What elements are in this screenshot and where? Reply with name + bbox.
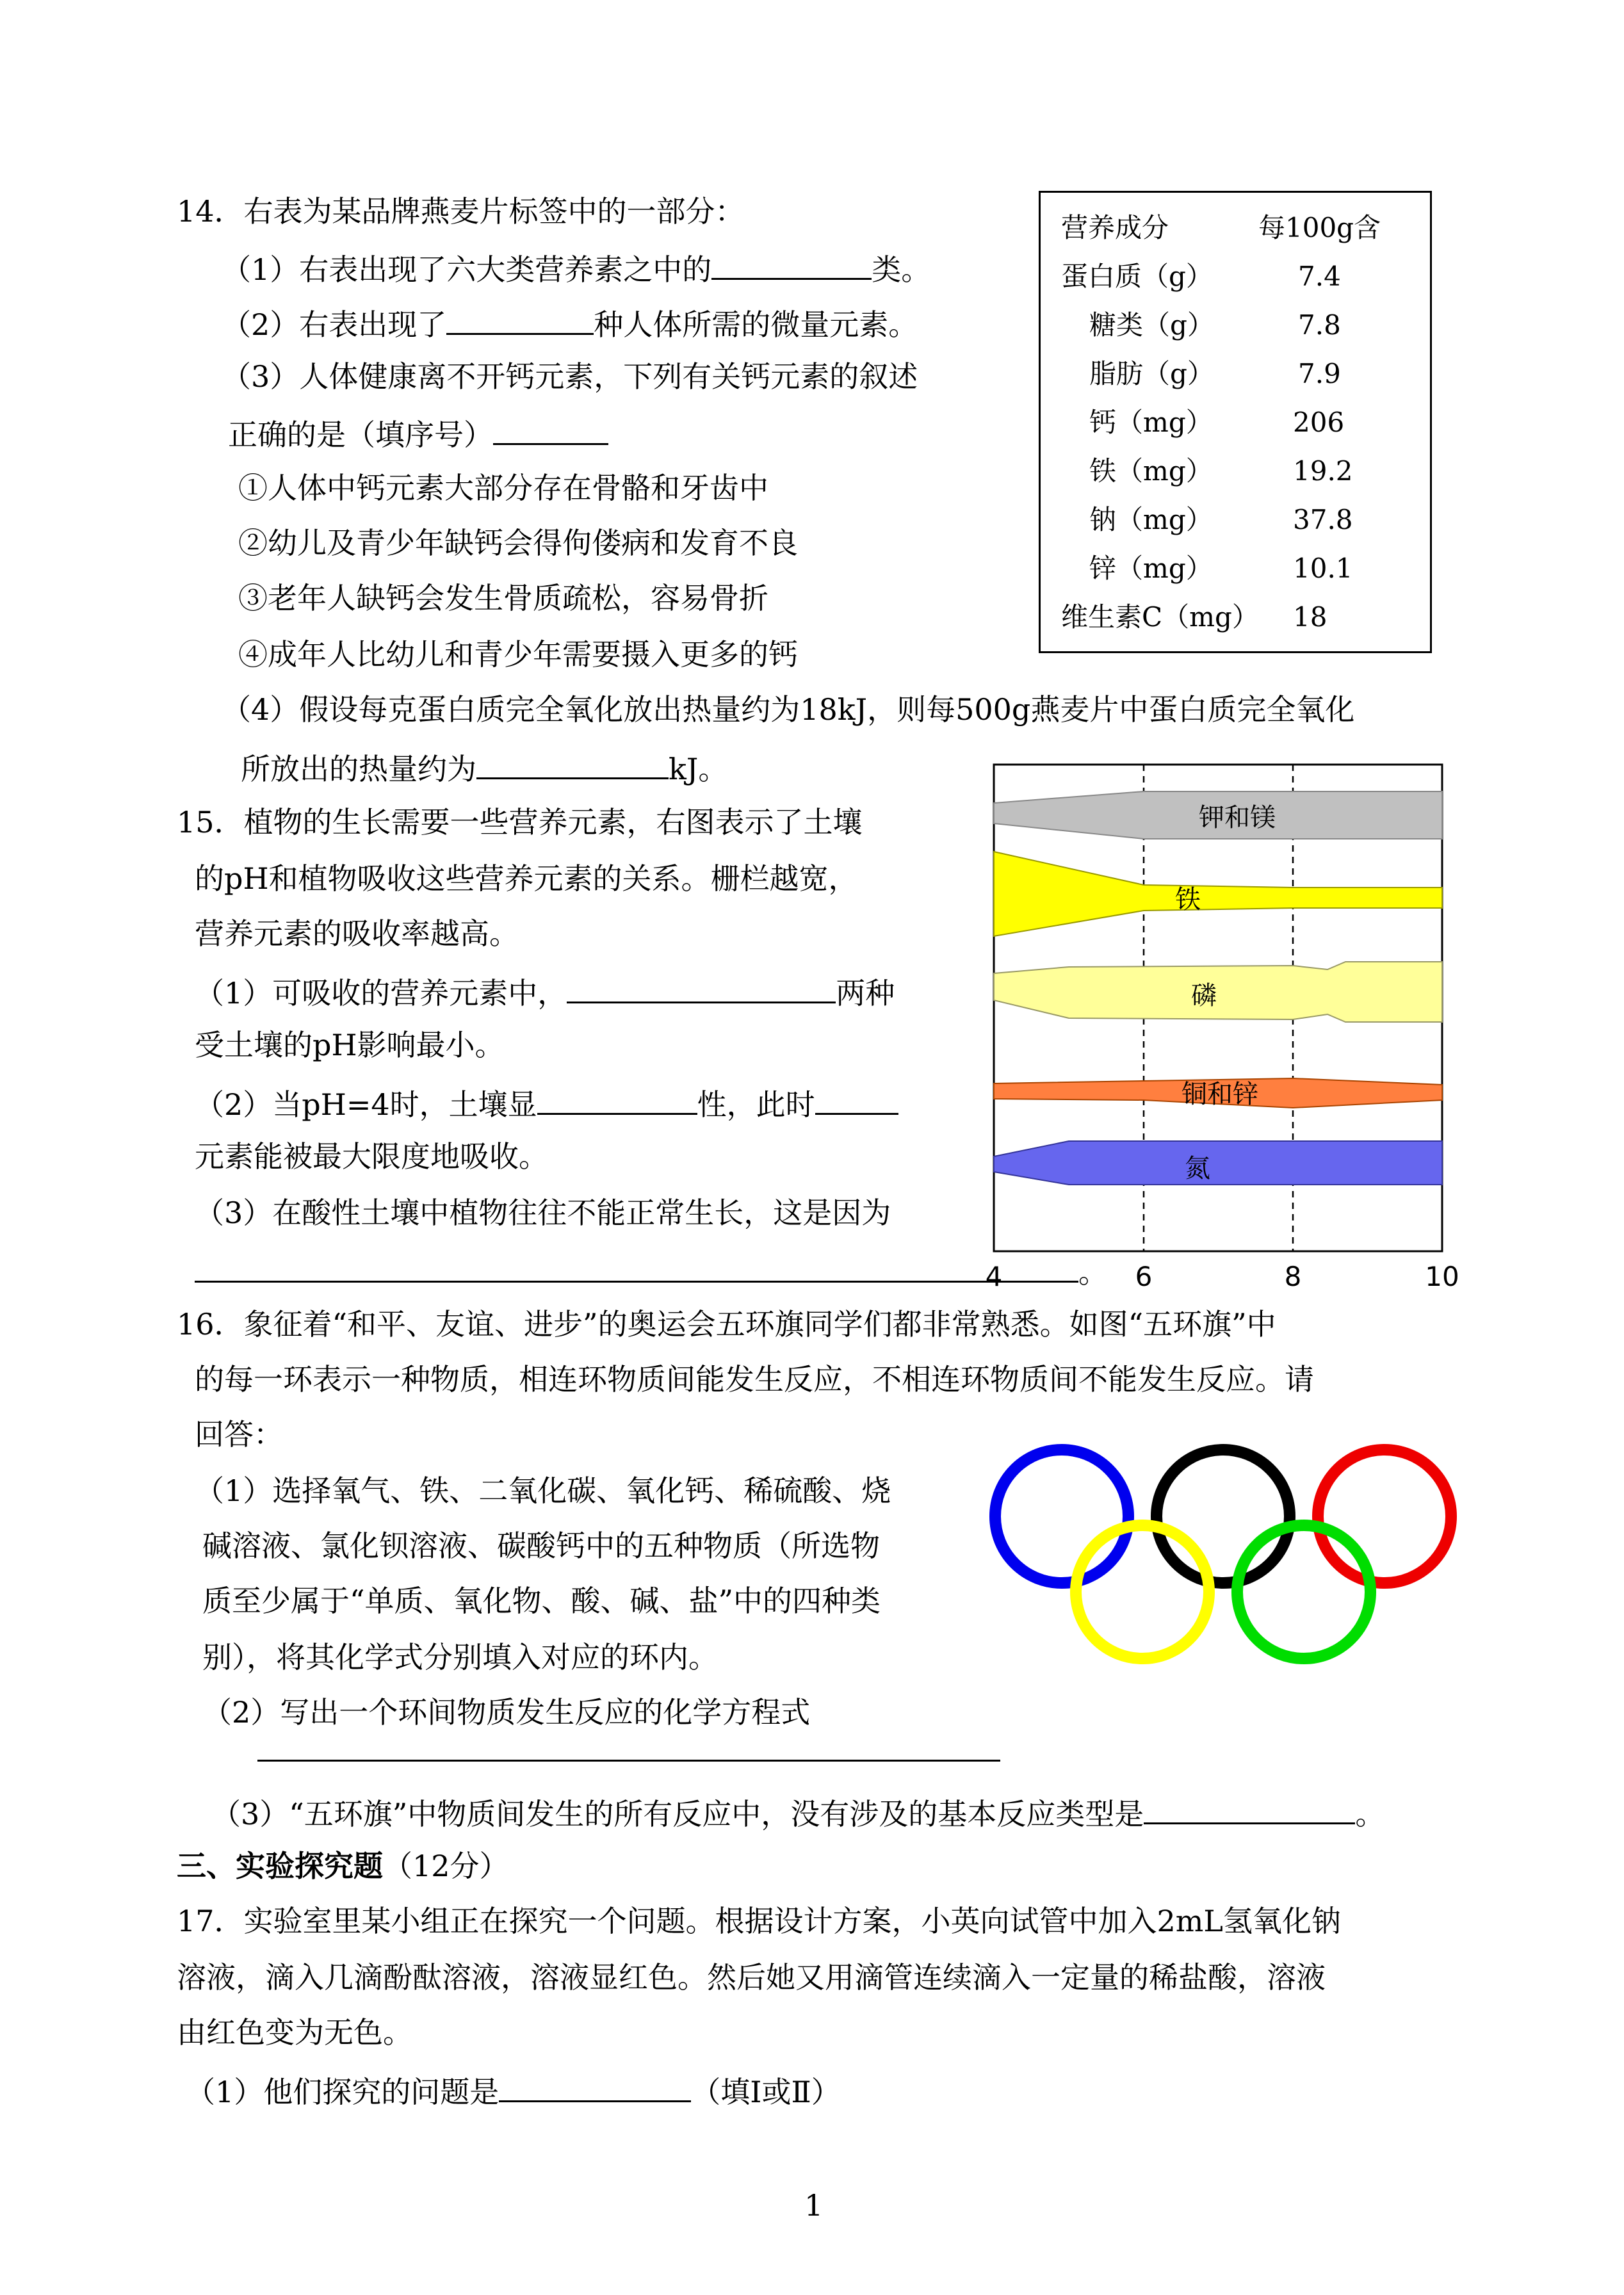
q16-intro-line3: 回答： [195, 1417, 283, 1452]
table-row-value: 7.9 [1298, 358, 1341, 389]
section3-title: 三、实验探究题 [177, 1849, 383, 1883]
band-nitrogen [994, 1141, 1442, 1185]
q16-part1-line3: 质至少属于“单质、氧化物、酸、碱、盐”中的四种类 [202, 1584, 881, 1618]
section3-heading [177, 1848, 509, 1884]
table-row-name: 蛋白质（g） [1061, 261, 1213, 292]
table-row-name: 锌（mg） [1089, 553, 1213, 584]
q14-option4: ④成年人比幼儿和青少年需要摄入更多的钙 [238, 637, 798, 672]
q14-part3-line2: 正确的是（填序号） [228, 414, 608, 453]
olympic-rings-figure [980, 1434, 1473, 1678]
table-row-name: 铁（mg） [1089, 455, 1213, 487]
q14-option3: ③老年人缺钙会发生骨质疏松，容易骨折 [238, 581, 768, 615]
q14-part4-line1: （4）假设每克蛋白质完全氧化放出热量约为18kJ，则每500g燕麦片中蛋白质完全氧化 [222, 692, 1355, 727]
q16-part2: （2）写出一个环间物质发生反应的化学方程式 [202, 1695, 811, 1730]
q14-blank4[interactable] [476, 748, 669, 779]
band-phosphorus [994, 962, 1442, 1022]
q14-option1: ①人体中钙元素大部分存在骨骼和牙齿中 [238, 471, 768, 505]
q14-blank2[interactable] [446, 304, 594, 335]
q16-intro-line1: 16．象征着“和平、友谊、进步”的奥运会五环旗同学们都非常熟悉。如图“五环旗”中 [177, 1307, 1276, 1342]
band-label-copper-zinc: 铜和锌 [1181, 1080, 1258, 1109]
table-row-value: 7.4 [1298, 261, 1341, 292]
q15-part3-line1: （3）在酸性土壤中植物往往不能正常生长，这是因为 [195, 1196, 891, 1230]
band-label-iron: 铁 [1175, 885, 1201, 914]
q14-option2: ②幼儿及青少年缺钙会得佝偻病和发育不良 [238, 526, 798, 560]
table-row-value: 206 [1293, 407, 1345, 438]
q15-blank2[interactable] [537, 1083, 697, 1115]
x-tick-4: 4 [985, 1261, 1003, 1292]
ph-nutrient-chart [980, 759, 1466, 1297]
table-row-value: 7.8 [1298, 309, 1341, 341]
table-row-value: 19.2 [1293, 455, 1353, 487]
nutrition-table [1039, 191, 1432, 653]
table-row-name: 钙（mg） [1089, 407, 1213, 438]
ring-red[interactable] [1318, 1450, 1451, 1583]
q14-part1: （1）右表出现了六大类营养素之中的 类。 [222, 248, 930, 288]
table-row-name: 糖类（g） [1089, 309, 1214, 341]
q15-part2-line2: 元素能被最大限度地吸收。 [195, 1139, 548, 1174]
q15-part3-line2: 。 [195, 1251, 1108, 1290]
ring-black[interactable] [1157, 1450, 1290, 1583]
q17-blank1[interactable] [499, 2071, 691, 2102]
q14-part2: （2）右表出现了 种人体所需的微量元素。 [222, 304, 918, 343]
q14-intro: 14．右表为某品牌燕麦片标签中的一部分： [177, 194, 745, 229]
q15-intro-line3: 营养元素的吸收率越高。 [195, 916, 519, 951]
band-label-potassium-magnesium: 钾和镁 [1199, 803, 1276, 832]
q17-part1: （1）他们探究的问题是 （填Ⅰ或Ⅱ） [186, 2071, 841, 2110]
q14-part4-line2: 所放出的热量约为 kJ。 [241, 748, 727, 787]
table-row-name: 脂肪（g） [1089, 358, 1214, 389]
q16-part1-line2: 碱溶液、氯化钡溶液、碳酸钙中的五种物质（所选物 [202, 1529, 880, 1563]
page-number: 1 [804, 2188, 824, 2223]
q16-blank2[interactable] [1144, 1793, 1355, 1824]
q14-blank1[interactable] [711, 248, 872, 280]
table-row-name: 钠（mg） [1089, 504, 1213, 535]
q14-part3-line1: （3）人体健康离不开钙元素，下列有关钙元素的叙述 [222, 359, 918, 394]
x-tick-8: 8 [1284, 1261, 1302, 1292]
q17-line2: 溶液，滴入几滴酚酞溶液，溶液显红色。然后她又用滴管连续滴入一定量的稀盐酸，溶液 [177, 1960, 1326, 1995]
ring-yellow[interactable] [1076, 1525, 1209, 1658]
table-row-value: 37.8 [1293, 504, 1353, 535]
q16-part2-answer-line [257, 1730, 1000, 1769]
table-row-value: 10.1 [1293, 553, 1353, 584]
table-row-value: 18 [1293, 601, 1328, 633]
q16-intro-line2: 的每一环表示一种物质，相连环物质间能发生反应，不相连环物质间不能发生反应。请 [195, 1362, 1314, 1397]
q16-part1-line1: （1）选择氧气、铁、二氧化碳、氧化钙、稀硫酸、烧 [195, 1473, 891, 1508]
x-tick-10: 10 [1425, 1261, 1459, 1292]
q15-blank1[interactable] [567, 972, 836, 1003]
q15-intro-line1: 15．植物的生长需要一些营养元素，右图表示了土壤 [177, 805, 863, 839]
q16-blank1[interactable] [257, 1730, 1000, 1762]
q15-intro-line2: 的pH和植物吸收这些营养元素的关系。栅栏越宽， [195, 861, 858, 896]
q14-blank3[interactable] [493, 414, 608, 445]
q16-part3: （3）“五环旗”中物质间发生的所有反应中，没有涉及的基本反应类型是 。 [211, 1793, 1384, 1832]
table-row-name: 维生素C（mg） [1061, 601, 1259, 633]
q15-part2-line1: （2）当pH=4时，土壤显 性，此时 [195, 1083, 898, 1123]
ring-blue[interactable] [995, 1450, 1128, 1583]
q15-part1-line2: 受土壤的pH影响最小。 [195, 1028, 505, 1062]
band-label-nitrogen: 氮 [1185, 1154, 1210, 1183]
table-header-value: 每100g含 [1258, 212, 1381, 243]
q17-line1: 17．实验室里某小组正在探究一个问题。根据设计方案，小英向试管中加入2mL氢氧化钠 [177, 1904, 1341, 1938]
q15-blank3[interactable] [815, 1083, 898, 1115]
q16-part1-line4: 别），将其化学式分别填入对应的环内。 [202, 1640, 718, 1675]
band-label-phosphorus: 磷 [1191, 981, 1217, 1010]
ring-green[interactable] [1237, 1525, 1370, 1658]
section3-score: （12分） [383, 1849, 509, 1883]
q15-blank4[interactable] [195, 1251, 1078, 1283]
q17-line3: 由红色变为无色。 [177, 2015, 412, 2050]
x-tick-6: 6 [1135, 1261, 1153, 1292]
q15-part1-line1: （1）可吸收的营养元素中， 两种 [195, 972, 895, 1011]
table-header-name: 营养成分 [1061, 212, 1169, 243]
